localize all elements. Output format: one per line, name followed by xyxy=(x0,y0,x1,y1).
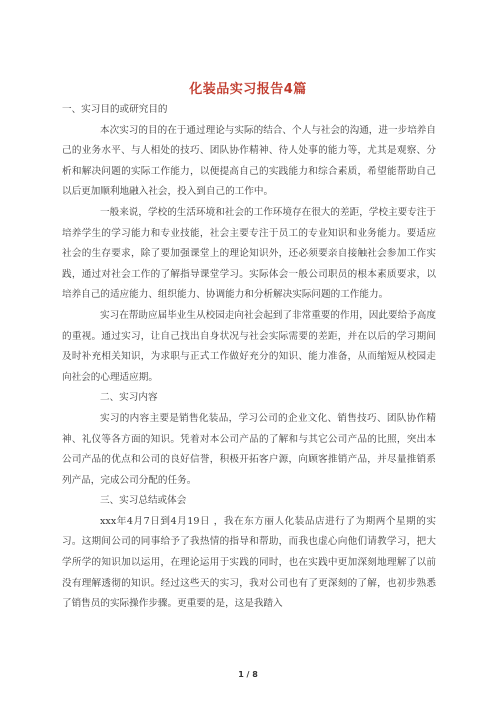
section-heading: 一、实习目的或研究目的 xyxy=(62,104,168,115)
document-title: 化装品实习报告4篇 xyxy=(189,82,307,97)
paragraph: 实习在帮助应届毕业生从校园走向社会起到了非常重要的作用，因此要给予高度的重视。通过实习，让自己找出自身状况与社会实际需要的差距，并在以后的学习期间及时补充相关知识，为求职与正式工作做好充分的知识、能力准备，从而缩短从校园走向社会的心理适应期。 xyxy=(62,309,436,383)
document-body xyxy=(62,100,436,615)
paragraph: xxx年4月7日到4月19日 ，我在东方丽人化装品店进行了为期两个星期的实习。这期间公司的同事给予了我热情的指导和帮助，而我也虚心向他们请教学习，把大学所学的知识加以运用，在理论运用于实践的同时，也在实践中更加深刻地理解了以前没有理解透彻的知识。经过这些天的实习，我对公司也有了更深刻的了解，也初步熟悉了销售员的实际操作步骤。更重要的是，这是我踏入 xyxy=(62,515,436,610)
paragraph: 本次实习的目的在于通过理论与实际的结合、个人与社会的沟通，进一步培养自己的业务水平、与人相处的技巧、团队协作精神、待人处事的能力等，尤其是观察、分析和解决问题的实际工作能力，以便提高自己的实践能力和综合素质，希望能帮助自己以后更加顺利地融入社会，投入到自己的工作中。 xyxy=(62,124,436,198)
section-heading: 三、实习总结或体会 xyxy=(100,495,187,507)
paragraph: 一般来说，学校的生活环境和社会的工作环境存在很大的差距，学校主要专注于培养学生的学习能力和专业技能，社会主要专注于员工的专业知识和业务能力。要适应社会的生存要求，除了要加强课堂上的理论知识外，还必须要亲自接触社会参加工作实践，通过对社会工作的了解指导课堂学习。实际体会一般公司职员的根本素质要求，以培养自己的适应能力、组织能力、协调能力和分析解决实际问题的工作能力。 xyxy=(62,206,436,301)
section-heading: 二、实习内容 xyxy=(100,392,158,404)
page-indicator: 1 / 8 xyxy=(238,670,258,679)
paragraph: 实习的内容主要是销售化装品，学习公司的企业文化、销售技巧、团队协作精神、礼仪等各方面的知识。凭着对本公司产品的了解和与其它公司产品的比照，突出本公司产品的优点和公司的良好信誉，积极开拓客户源，向顾客推销产品，并尽量推销系列产品，完成公司分配的任务。 xyxy=(62,412,436,486)
